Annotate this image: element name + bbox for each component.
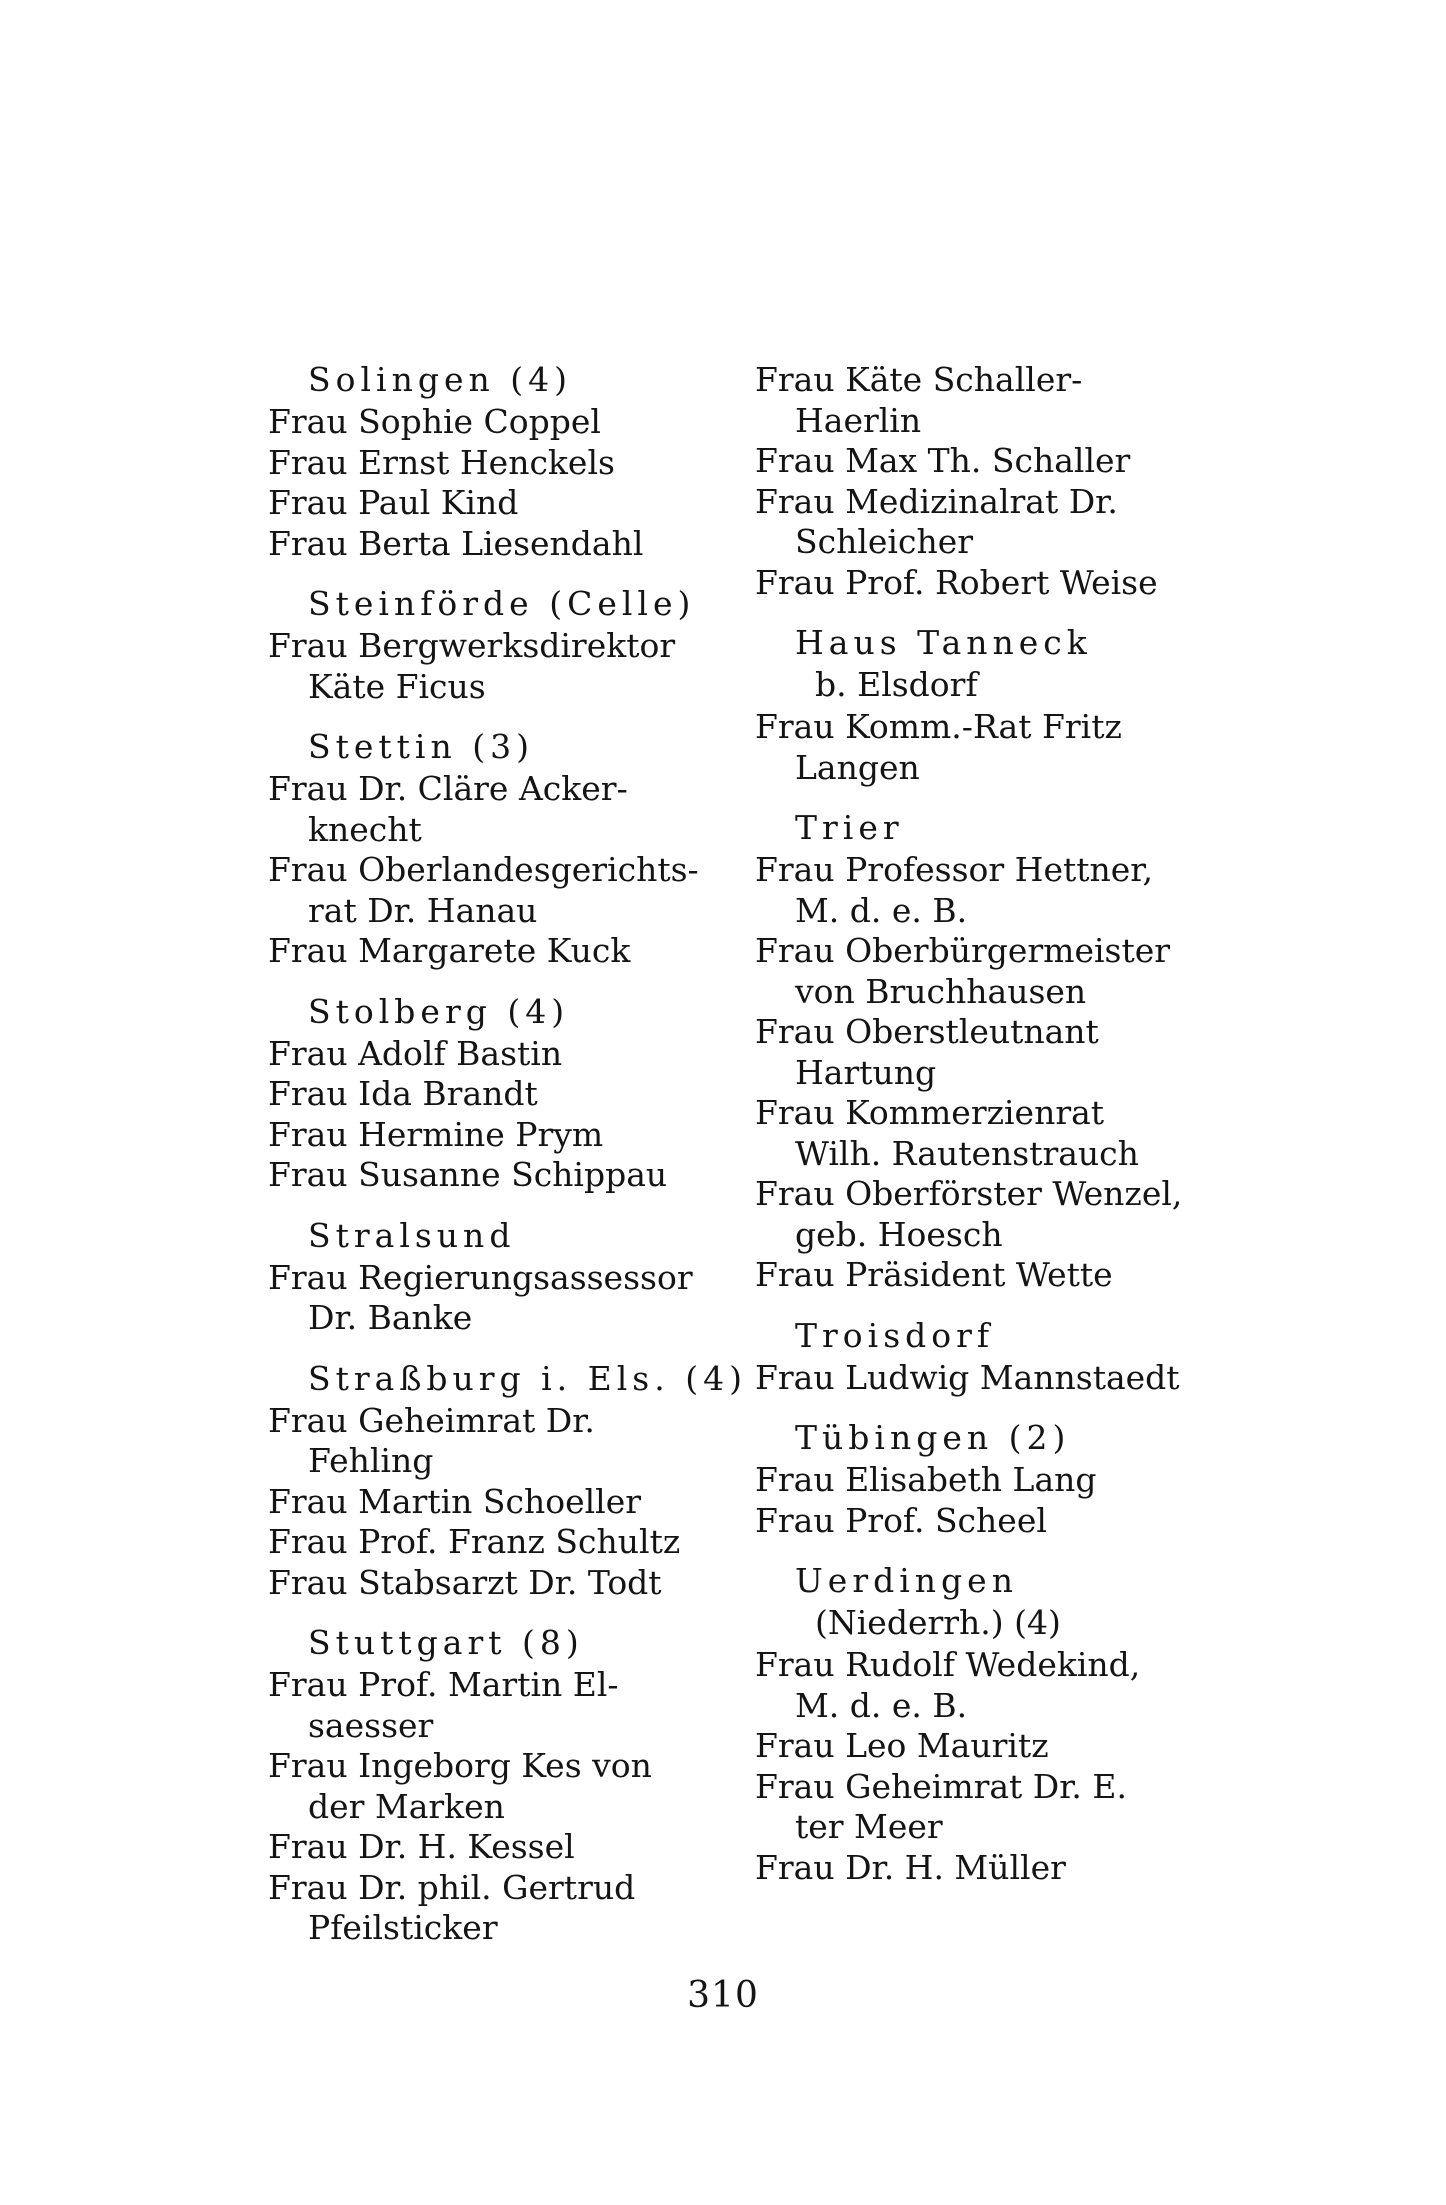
member-entry [755,707,1225,788]
entry-continuation: ter Meer [795,1807,943,1846]
member-entry [755,1848,1225,1889]
member-entry [268,524,728,565]
entry-line: Frau Dr. Cläre Acker- [268,769,628,808]
section-uerdingen [755,1561,1225,1888]
entry-line: Frau Ingeborg Kes von [268,1746,652,1785]
section-stralsund [268,1216,728,1339]
section-heading: Stolberg (4) [308,991,570,1031]
member-entry [268,1034,728,1075]
entry-line: Frau Rudolf Wedekind, [755,1645,1141,1684]
member-entry [755,850,1225,931]
member-entry [268,1665,728,1746]
entry-continuation: M. d. e. B. [795,890,968,930]
section-heading: Haus Tanneck [795,623,1092,662]
member-entry [755,1645,1225,1726]
entry-line: Frau Medizinalrat Dr. [755,481,1118,521]
entry-line: Frau Bergwerksdirektor [268,626,676,665]
section-trier [755,808,1225,1296]
member-entry [268,626,728,707]
member-entry [268,1868,728,1949]
entry-line: Frau Paul Kind [268,483,519,522]
entry-line: Frau Ernst Henckels [268,442,615,482]
entry-continuation: von Bruchhausen [795,971,1087,1011]
entry-line: Frau Geheimrat Dr. E. [755,1766,1127,1806]
member-entry [755,1012,1225,1093]
entry-line: Frau Prof. Scheel [755,1500,1047,1540]
member-entry [755,1767,1225,1848]
section-subheading: (Niederrh.) (4) [815,1603,1061,1642]
entry-line: Frau Margarete Kuck [268,931,631,970]
entry-line: Frau Prof. Martin El- [268,1665,619,1704]
section-heading: Trier [795,808,904,847]
member-entry [755,1358,1225,1399]
member-entry [755,931,1225,1012]
member-entry [268,1401,728,1482]
member-entry [755,1726,1225,1767]
member-entry [268,402,728,443]
entry-line: Frau Susanne Schippau [268,1155,668,1194]
entry-line: Frau Geheimrat Dr. [268,1400,595,1440]
entry-line: Frau Sophie Coppel [268,402,601,441]
left-column [268,360,747,1969]
section-heading: Straßburg i. Els. (4) [308,1358,747,1398]
entry-line: Frau Regierungsassessor [268,1257,693,1297]
entry-line: Frau Prof. Franz Schultz [268,1522,681,1561]
entry-line: Frau Adolf Bastin [268,1033,563,1073]
entry-line: Frau Professor Hettner, [755,850,1153,889]
entry-line: Frau Präsident Wette [755,1255,1113,1294]
member-entry [268,769,728,850]
entry-continuation: der Marken [308,1786,505,1826]
section-heading: Steinförde (Celle) [308,584,696,623]
entry-line: Frau Prof. Robert Weise [755,562,1158,602]
entry-line: Frau Stabsarzt Dr. Todt [268,1562,662,1602]
section-heading: Troisdorf [795,1315,995,1355]
member-entry [755,1255,1225,1296]
section-troisdorf [755,1316,1225,1399]
entry-continuation: Dr. Banke [308,1298,473,1337]
entry-line: Frau Leo Mauritz [755,1726,1049,1765]
entry-continuation: knecht [308,809,422,849]
member-entry [268,483,728,524]
member-entry [268,1155,728,1196]
entry-line: Frau Ida Brandt [268,1074,538,1113]
member-entry [268,1482,728,1523]
page-number: 310 [687,1975,759,2016]
section-heading: Stuttgart (8) [308,1623,584,1662]
entry-line: Frau Dr. phil. Gertrud [268,1867,636,1907]
section-heading: Uerdingen [795,1561,1018,1600]
entry-continuation: Käte Ficus [308,666,486,706]
member-entry [755,1093,1225,1174]
entry-line: Frau Elisabeth Lang [755,1460,1097,1499]
entry-line: Frau Dr. H. Müller [755,1847,1066,1887]
section-heading: Stettin (3) [308,727,534,766]
entry-continuation: Fehling [308,1441,434,1480]
entry-line: Frau Martin Schoeller [268,1481,642,1521]
entry-continuation: Wilh. Rautenstrauch [795,1133,1139,1173]
entry-line: Frau Käte Schaller- [755,360,1083,399]
entry-line: Frau Oberförster Wenzel, [755,1174,1183,1213]
member-entry [755,1174,1225,1255]
member-entry [268,1115,728,1156]
member-entry [268,1074,728,1115]
member-entry [755,1501,1225,1542]
right-column [755,360,1225,1908]
entry-continuation: saesser [308,1705,434,1745]
entry-continuation: Langen [795,747,920,787]
entry-continuation: M. d. e. B. [795,1685,968,1725]
member-entry [268,931,728,972]
section-heading: Stralsund [308,1215,516,1255]
entry-line: Frau Dr. H. Kessel [268,1827,575,1866]
entry-line: Frau Komm.-Rat Fritz [755,707,1122,746]
section-continued [755,360,1225,603]
section-solingen-4 [268,360,728,564]
section-stra-burg-i-els-4 [268,1358,747,1604]
entry-continuation: Hartung [795,1052,937,1092]
section-steinf-rde-celle [268,584,728,707]
entry-line: Frau Ludwig Mannstaedt [755,1357,1180,1397]
entry-line: Frau Max Th. Schaller [755,441,1131,480]
section-stolberg-4 [268,992,728,1196]
entry-line: Frau Oberlandesgerichts- [268,850,699,889]
entry-continuation: Schleicher [795,522,974,561]
member-entry [268,1258,728,1339]
section-stuttgart-8 [268,1623,728,1949]
entry-line: Frau Oberbürgermeister [755,931,1171,970]
section-heading: Solingen (4) [308,360,572,399]
member-entry [755,441,1225,482]
entry-line: Frau Hermine Prym [268,1114,604,1154]
entry-line: Frau Oberstleutnant [755,1012,1099,1051]
section-stettin-3 [268,727,728,972]
member-entry [268,1827,728,1868]
section-heading: Tübingen (2) [795,1418,1071,1457]
member-entry [268,443,728,484]
member-entry [268,850,728,931]
member-entry [755,1460,1225,1501]
entry-continuation: Pfeilsticker [308,1908,498,1947]
member-entry [268,1563,728,1604]
member-entry [755,563,1225,604]
member-entry [755,482,1225,563]
entry-continuation: Haerlin [795,400,922,440]
entry-line: Frau Berta Liesendahl [268,523,644,563]
section-subheading: b. Elsdorf [815,665,978,704]
member-entry [268,1522,728,1563]
entry-continuation: geb. Hoesch [795,1214,1003,1254]
member-entry [268,1746,728,1827]
entry-line: Frau Kommerzienrat [755,1093,1105,1132]
member-entry [755,360,1225,441]
entry-continuation: rat Dr. Hanau [308,890,538,930]
section-t-bingen-2 [755,1418,1225,1541]
section-haus-tanneck [755,623,1225,788]
